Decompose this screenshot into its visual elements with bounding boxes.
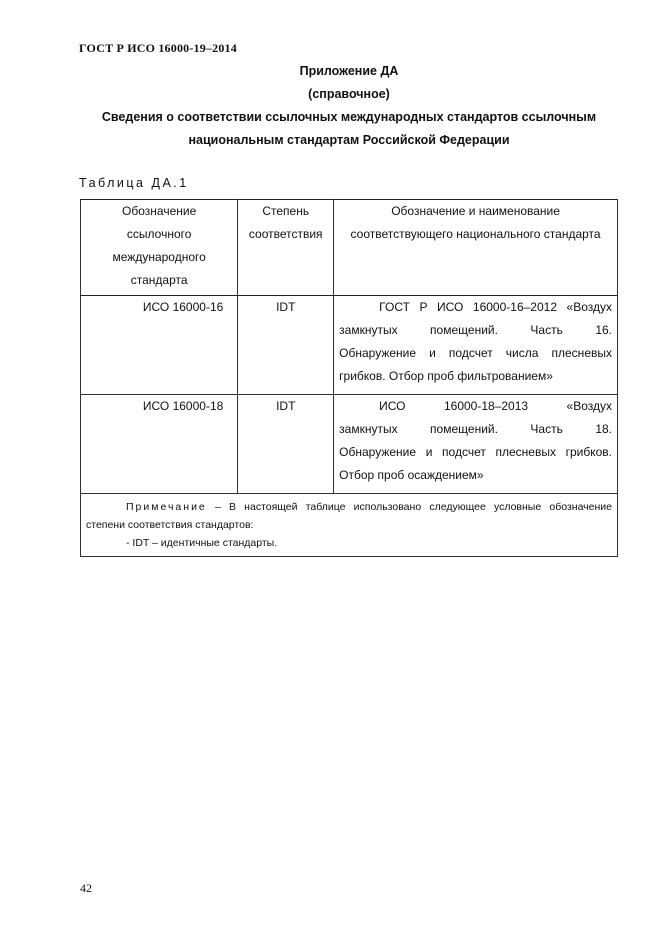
reference-standard-cell: ИСО 16000-18 bbox=[81, 395, 238, 494]
national-standard-cell bbox=[334, 296, 618, 395]
national-text-line: Обнаружение и подсчет плесневых грибков. bbox=[339, 445, 612, 459]
appendix-title-line1: Сведения о соответствии ссылочных международных стандартов ссылочным bbox=[101, 110, 597, 124]
header-text: Степень bbox=[262, 204, 310, 218]
note-line: - IDT – идентичные стандарты. bbox=[126, 537, 278, 549]
header-text: международного bbox=[112, 250, 206, 264]
header-text: ссылочного bbox=[126, 227, 192, 241]
table-header-row bbox=[81, 200, 618, 296]
note-text: – В настоящей таблице использовано следующее условные обозначение bbox=[206, 501, 612, 513]
appendix-type: (справочное) bbox=[308, 87, 390, 101]
header-cell-reference bbox=[81, 200, 238, 296]
note-cell bbox=[81, 494, 618, 557]
header-cell-national bbox=[334, 200, 618, 296]
header-cell-degree bbox=[238, 200, 334, 296]
national-text-line: грибков. Отбор проб фильтрованием» bbox=[339, 369, 553, 383]
national-text-line: ИСО 16000-18–2013 «Воздух bbox=[379, 399, 612, 413]
national-text-line: Обнаружение и подсчет числа плесневых bbox=[339, 346, 612, 360]
national-text-line: ГОСТ Р ИСО 16000-16–2012 «Воздух bbox=[379, 300, 612, 314]
national-text-line: замкнутых помещений. Часть 16. bbox=[339, 323, 612, 337]
header-text: стандарта bbox=[130, 273, 188, 287]
national-text-line: замкнутых помещений. Часть 18. bbox=[339, 422, 612, 436]
table-row bbox=[81, 395, 618, 494]
correspondence-table bbox=[80, 199, 618, 557]
appendix-title-line2: национальным стандартам Российской Федерации bbox=[188, 133, 510, 147]
header-text: соответствующего национального стандарта bbox=[350, 227, 601, 241]
table-caption: Таблица ДА.1 bbox=[79, 176, 189, 190]
national-standard-cell bbox=[334, 395, 618, 494]
note-line: степени соответствия стандартов: bbox=[86, 519, 254, 531]
note-line bbox=[86, 498, 612, 516]
national-text-line: Отбор проб осаждением» bbox=[339, 468, 484, 482]
note-label: Примечание bbox=[126, 501, 207, 513]
page-number: 42 bbox=[80, 881, 92, 895]
table-row bbox=[81, 296, 618, 395]
header-text: Обозначение и наименование bbox=[391, 204, 560, 218]
appendix-heading: Приложение ДА bbox=[299, 64, 399, 78]
degree-cell: IDT bbox=[238, 395, 334, 494]
document-code: ГОСТ Р ИСО 16000-19–2014 bbox=[79, 41, 237, 55]
reference-standard-cell: ИСО 16000-16 bbox=[81, 296, 238, 395]
header-text: Обозначение bbox=[122, 204, 197, 218]
degree-cell: IDT bbox=[238, 296, 334, 395]
header-text: соответствия bbox=[248, 227, 323, 241]
note-row bbox=[81, 494, 618, 557]
